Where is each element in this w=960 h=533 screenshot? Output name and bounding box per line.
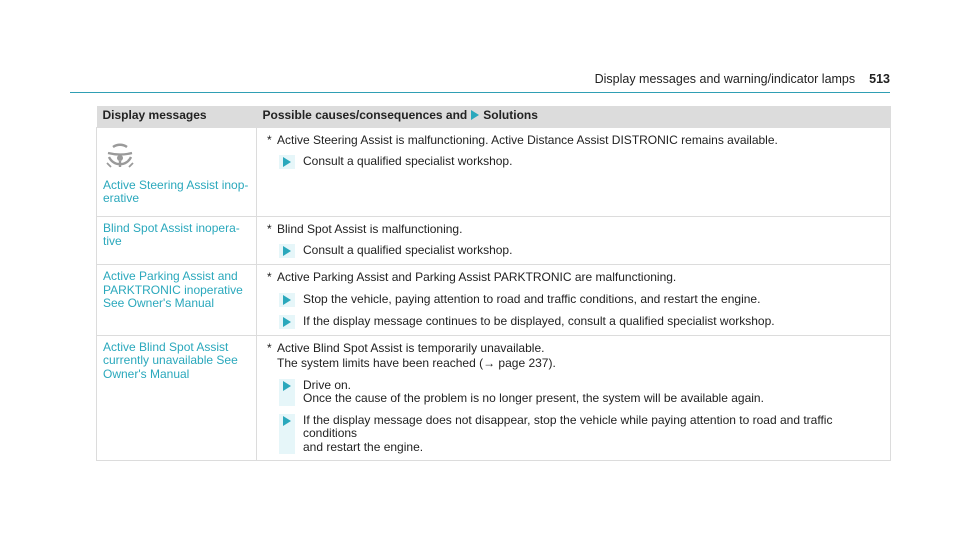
step-arrow-icon (283, 246, 291, 256)
display-message-text: Blind Spot Assist inopera- tive (103, 220, 240, 248)
display-message-text: Active Blind Spot Assist currently unavailable See Owner's Manual (103, 339, 238, 381)
solution-step (279, 244, 884, 258)
asterisk: * (267, 270, 272, 284)
step-arrow-icon (283, 381, 291, 391)
display-message-text: Active Steering Assist inop- erative (103, 177, 249, 205)
cause-line (267, 271, 884, 285)
solution-cell (257, 216, 891, 265)
solution-cell (257, 335, 891, 461)
display-message-text: Active Parking Assist and PARKTRONIC inoperative See Owner's Manual (103, 269, 243, 310)
page-header (595, 72, 890, 86)
table-row (97, 335, 891, 461)
solution-arrow-icon (471, 110, 479, 120)
cause-line (267, 134, 884, 148)
step-arrow-icon (283, 295, 291, 305)
step-text: Drive on. Once the cause of the problem is no longer present, the system will be available again. (303, 377, 764, 405)
cause-text: Active Parking Assist and Parking Assist PARKTRONIC are malfunctioning. (277, 270, 677, 284)
solution-step (279, 155, 884, 169)
col-header-solutions-text: Solutions (483, 108, 538, 122)
section-title: Display messages and warning/indicator lamps (594, 72, 856, 86)
col-header-causes-solutions (257, 106, 891, 127)
table-row (97, 216, 891, 265)
solution-step (279, 414, 884, 455)
step-bar (279, 155, 295, 169)
step-bar (279, 315, 295, 329)
table-row (97, 127, 891, 216)
asterisk: * (267, 132, 272, 147)
step-bar (279, 379, 295, 406)
solution-step (279, 315, 884, 329)
table-row (97, 265, 891, 336)
step-arrow-icon (283, 416, 291, 426)
col-header-causes-text: Possible causes/consequences and (262, 108, 468, 122)
step-text: If the display message continues to be displayed, consult a qualified specialist workshop. (303, 313, 775, 328)
table-header-row (97, 106, 891, 127)
cause-line (267, 342, 884, 356)
cause-text: Active Steering Assist is malfunctioning. Active Distance Assist DISTRONIC remains available. (277, 132, 778, 147)
step-text: Consult a qualified specialist workshop. (303, 154, 513, 168)
solution-cell (257, 265, 891, 336)
step-bar (279, 414, 295, 455)
message-cell (97, 335, 257, 461)
cause-text: Active Blind Spot Assist is temporarily unavailable. (277, 340, 545, 355)
step-arrow-icon (283, 317, 291, 327)
asterisk: * (267, 340, 272, 355)
cause-line (267, 223, 884, 237)
step-text: Stop the vehicle, paying attention to road and traffic conditions, and restart the engine. (303, 291, 761, 306)
step-bar (279, 293, 295, 307)
steering-wheel-icon (105, 143, 135, 169)
message-cell (97, 127, 257, 216)
solution-step (279, 379, 884, 406)
page-number: 513 (869, 72, 890, 86)
step-arrow-icon (283, 157, 291, 167)
solution-step (279, 293, 884, 307)
message-cell (97, 216, 257, 265)
cause-text: Blind Spot Assist is malfunctioning. (277, 221, 463, 236)
display-messages-table (96, 106, 891, 461)
header-rule (70, 92, 890, 93)
step-text: Consult a qualified specialist workshop. (303, 243, 513, 257)
step-text: If the display message does not disappear, stop the vehicle while paying attention to road and traffic conditions and restart the engine. (303, 412, 833, 454)
message-cell (97, 265, 257, 336)
asterisk: * (267, 221, 272, 236)
step-bar (279, 244, 295, 258)
solution-cell (257, 127, 891, 216)
col-header-display-messages: Display messages (97, 106, 257, 127)
cause-subtext: The system limits have been reached (→ page 237). (277, 356, 556, 370)
